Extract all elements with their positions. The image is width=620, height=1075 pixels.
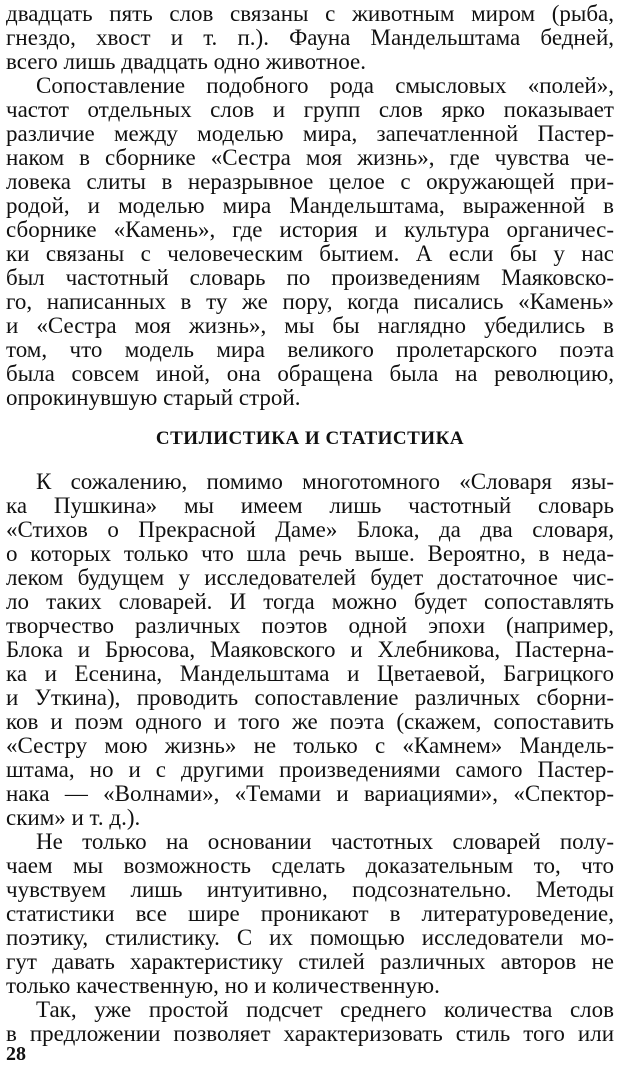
paragraph-2 (6, 74, 614, 410)
page-number: 28 (6, 1043, 26, 1065)
text-line: «Сестру мою жизнь» не только с «Камнем» Мандель- (6, 733, 614, 758)
text-line: ков и поэм одного и того же поэта (скажем, сопоставить (6, 709, 614, 734)
text-line: сборнике «Камень», где история и культура органичес- (6, 217, 614, 242)
text-line: творчество различных поэтов одной эпохи (например, (6, 613, 614, 638)
text-line: ло таких словарей. И тогда можно будет сопоставлять (6, 589, 614, 614)
paragraph-5 (6, 998, 614, 1046)
text-line: ки связаны с человеческим бытием. А если бы у нас (6, 241, 614, 266)
text-line: том, что модель мира великого пролетарского поэта (6, 337, 614, 362)
text-line: ка и Есенина, Мандельштама и Цветаевой, Багрицкого (6, 661, 614, 686)
text-line: ским» и т. д.). (6, 805, 141, 830)
text-line: чаем мы возможность сделать доказательным то, что (6, 853, 614, 878)
text-line: К сожалению, помимо многотомного «Словаря язы- (36, 469, 614, 494)
paragraph-1 (6, 2, 614, 74)
text-line: нака — «Волнами», «Темами и вариациями», «Спектор- (6, 781, 614, 806)
text-line: всего лишь двадцать одно животное. (6, 49, 366, 74)
text-line: гут давать характеристику стилей различных авторов не (6, 949, 614, 974)
text-line: различие между моделью мира, запечатленной Пастер- (6, 121, 614, 146)
text-line: двадцать пять слов связаны с животным миром (рыба, (6, 1, 614, 26)
text-line: го, написанных в ту же пору, когда писались «Камень» (6, 289, 614, 314)
text-line: статистики все шире проникают в литературоведение, (6, 901, 614, 926)
text-line: ловека слиты в неразрывное целое с окружающей при- (6, 169, 614, 194)
text-line: родой, и моделью мира Мандельштама, выраженной в (6, 193, 614, 218)
text-line: штама, но и с другими произведениями самого Пастер- (6, 757, 614, 782)
text-line: Блока и Брюсова, Маяковского и Хлебникова, Пастерна- (6, 637, 614, 662)
text-line: Не только на основании частотных словарей полу- (36, 829, 614, 854)
text-line: только качественную, но и количественную. (6, 973, 440, 998)
text-line: о которых только что шла речь выше. Вероятно, в неда- (6, 541, 614, 566)
text-line: частот отдельных слов и групп слов ярко показывает (6, 97, 614, 122)
text-line: и Уткина), проводить сопоставление различных сборни- (6, 685, 614, 710)
paragraph-3 (6, 470, 614, 830)
text-line: ка Пушкина» мы имеем лишь частотный словарь (6, 493, 614, 518)
section-heading: СТИЛИСТИКА И СТАТИСТИКА (155, 428, 465, 449)
text-line: была совсем иной, она обращена была на революцию, (6, 361, 614, 386)
paragraph-4 (6, 830, 614, 998)
text-line: опрокинувшую старый строй. (6, 385, 301, 410)
text-line: леком будущем у исследователей будет достаточное чис- (6, 565, 614, 590)
text-line: Так, уже простой подсчет среднего количества слов (36, 997, 614, 1022)
text-line: поэтику, стилистику. С их помощью исследователи мо- (6, 925, 614, 950)
text-line: был частотный словарь по произведениям Маяковско- (6, 265, 614, 290)
text-line: в предложении позволяет характеризовать стиль того или (6, 1021, 614, 1046)
text-line: и «Сестра моя жизнь», мы бы наглядно убедились в (6, 313, 614, 338)
text-line: «Стихов о Прекрасной Даме» Блока, да два словаря, (6, 517, 614, 542)
text-line: чувствуем лишь интуитивно, подсознательно. Методы (6, 877, 614, 902)
text-line: наком в сборнике «Сестра моя жизнь», где чувства че- (6, 145, 614, 170)
text-line: Сопоставление подобного рода смысловых «полей», (36, 73, 614, 98)
text-line: гнездо, хвост и т. п.). Фауна Мандельштама бедней, (6, 25, 614, 50)
